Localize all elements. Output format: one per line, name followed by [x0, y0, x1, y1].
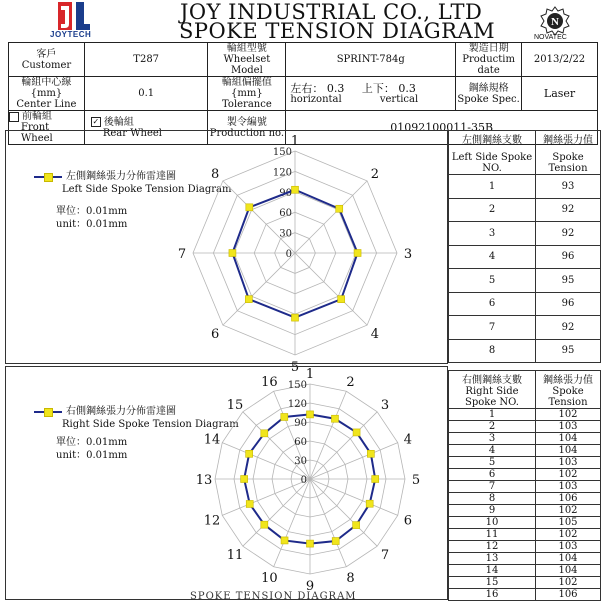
right-spoke-tension: 102 — [536, 505, 601, 517]
data-point — [307, 540, 314, 547]
right-table-row — [449, 505, 601, 517]
radial-tick-label: 30 — [279, 228, 292, 240]
right-spoke-no: 8 — [449, 493, 536, 505]
category-label: 5 — [411, 473, 421, 488]
category-label: 3 — [403, 247, 413, 262]
data-point — [366, 500, 373, 507]
legend-marker-icon — [34, 411, 62, 413]
right-spoke-tension: 103 — [536, 541, 601, 553]
left-table-row — [449, 292, 601, 316]
right-col-header-spoke: 右側鋼絲支數 Right Side Spoke NO. — [449, 371, 536, 409]
right-spoke-tension: 104 — [536, 445, 601, 457]
data-point — [229, 250, 236, 257]
data-point — [307, 411, 314, 418]
front-wheel-checkbox[interactable] — [9, 112, 19, 122]
left-col-header-spoke: 左側鋼絲支數 Left Side Spoke NO. — [449, 131, 536, 175]
right-spoke-no: 16 — [449, 589, 536, 601]
right-table-row — [449, 421, 601, 433]
radial-tick-label: 0 — [300, 475, 307, 486]
right-spoke-tension: 104 — [536, 553, 601, 565]
production-no-label: 製令編號 Production no. — [208, 111, 286, 145]
date-value: 2013/2/22 — [522, 43, 598, 77]
left-table-row — [449, 245, 601, 269]
left-radar-chart — [177, 130, 440, 375]
right-table-row — [449, 577, 601, 589]
left-table-row — [449, 339, 601, 363]
right-spoke-tension: 105 — [536, 517, 601, 529]
data-point — [241, 476, 248, 483]
right-radar-chart — [180, 366, 440, 598]
legend-marker-icon — [34, 176, 62, 178]
right-tension-table — [448, 370, 601, 601]
rear-wheel-checkbox[interactable]: ✓ — [92, 117, 100, 126]
data-point — [338, 296, 345, 303]
model-label: 輪組型號 Wheelset Model — [208, 43, 286, 77]
page-title: SPOKE TENSION DIAGRAM — [179, 19, 496, 43]
grid-spoke — [310, 412, 377, 479]
category-label: 16 — [261, 375, 278, 391]
data-point — [332, 538, 339, 545]
left-spoke-no: 8 — [449, 339, 536, 363]
data-point — [246, 450, 253, 457]
center-line-label: 輪組中心線{mm} Center Line — [9, 77, 85, 111]
data-point — [281, 413, 288, 420]
category-label: 8 — [346, 570, 355, 586]
radial-tick-label: 90 — [279, 187, 292, 199]
category-label: 12 — [203, 513, 221, 529]
category-label: 1 — [290, 134, 300, 149]
left-spoke-tension: 92 — [536, 316, 601, 340]
left-table-row — [449, 269, 601, 293]
radial-tick-label: 150 — [272, 147, 292, 158]
category-label: 1 — [305, 367, 315, 382]
left-spoke-no: 7 — [449, 316, 536, 340]
left-spoke-no: 3 — [449, 222, 536, 246]
data-point — [261, 430, 268, 437]
category-label: 2 — [346, 375, 355, 391]
footer-text: SPOKE TENSION DIAGRAM — [190, 591, 357, 602]
data-point — [245, 296, 252, 303]
category-label: 7 — [177, 247, 187, 262]
category-label: 4 — [370, 326, 380, 342]
data-point — [354, 250, 361, 257]
left-spoke-tension: 92 — [536, 198, 601, 222]
spoke-spec-value: Laser — [522, 77, 598, 111]
right-spoke-tension: 103 — [536, 421, 601, 433]
right-spoke-tension: 102 — [536, 469, 601, 481]
left-spoke-no: 5 — [449, 269, 536, 293]
right-table-row — [449, 445, 601, 457]
right-spoke-tension: 102 — [536, 529, 601, 541]
right-spoke-no: 9 — [449, 505, 536, 517]
left-legend: 左側鋼絲張力分佈雷達圖 Left Side Spoke Tension Diagram — [34, 170, 231, 196]
left-spoke-tension: 96 — [536, 292, 601, 316]
left-spoke-no: 4 — [449, 245, 536, 269]
category-label: 8 — [210, 167, 220, 183]
radial-tick-label: 60 — [279, 208, 292, 220]
radial-tick-label: 60 — [294, 437, 307, 448]
left-spoke-tension: 95 — [536, 339, 601, 363]
tolerance-label: 輪組偏擺值{mm} Tolerance — [208, 77, 286, 111]
right-spoke-tension: 102 — [536, 577, 601, 589]
left-table-row — [449, 198, 601, 222]
right-unit: 單位：0.01mm unit：0.01mm — [56, 437, 128, 461]
radial-tick-label: 120 — [287, 399, 307, 410]
production-no-value: 01092100011-35B — [286, 111, 598, 145]
customer-label: 客戶 Customer — [9, 43, 85, 77]
right-table-row — [449, 529, 601, 541]
right-spoke-no: 1 — [449, 409, 536, 421]
data-point — [336, 205, 343, 212]
center-line-value: 0.1 — [84, 77, 208, 111]
right-table-row — [449, 433, 601, 445]
model-value: SPRINT-784g — [286, 43, 456, 77]
right-table-row — [449, 481, 601, 493]
spoke-spec-label: 鋼絲規格 Spoke Spec. — [456, 77, 522, 111]
right-table-row — [449, 517, 601, 529]
data-point — [292, 186, 299, 193]
category-label: 14 — [203, 432, 221, 448]
right-table-row — [449, 553, 601, 565]
right-spoke-tension: 103 — [536, 457, 601, 469]
left-spoke-tension: 96 — [536, 245, 601, 269]
left-spoke-tension: 93 — [536, 175, 601, 199]
data-point — [372, 476, 379, 483]
date-label: 製造日期 Productim date — [456, 43, 522, 77]
data-point — [367, 450, 374, 457]
right-table-row — [449, 457, 601, 469]
left-spoke-tension: 92 — [536, 222, 601, 246]
right-spoke-no: 15 — [449, 577, 536, 589]
right-table-row — [449, 565, 601, 577]
radial-tick-label: 120 — [272, 167, 292, 179]
right-spoke-no: 4 — [449, 445, 536, 457]
right-spoke-tension: 106 — [536, 589, 601, 601]
radial-tick-label: 30 — [294, 456, 307, 467]
right-spoke-tension: 104 — [536, 433, 601, 445]
left-unit: 單位：0.01mm unit：0.01mm — [56, 206, 128, 230]
data-point — [331, 415, 338, 422]
category-label: 9 — [305, 579, 315, 594]
data-point — [353, 522, 360, 529]
right-spoke-no: 7 — [449, 481, 536, 493]
company-title: JOY INDUSTRIAL CO., LTD — [180, 0, 483, 24]
novatec-brand: NOVATEC — [534, 34, 567, 41]
data-point — [353, 429, 360, 436]
data-point — [292, 314, 299, 321]
left-spoke-no: 6 — [449, 292, 536, 316]
front-wheel-option[interactable]: 前輪組 Front Wheel — [9, 111, 85, 145]
data-point — [281, 537, 288, 544]
novatec-logo-letter: N — [551, 16, 559, 28]
right-spoke-no: 10 — [449, 517, 536, 529]
data-point — [246, 204, 253, 211]
left-spoke-no: 2 — [449, 198, 536, 222]
right-table-row — [449, 589, 601, 601]
category-label: 13 — [195, 473, 213, 488]
joytech-brand: JOYTECH — [50, 30, 92, 39]
category-label: 6 — [403, 513, 413, 529]
data-point — [261, 521, 268, 528]
right-legend: 右側鋼絲張力分佈雷達圖 Right Side Spoke Tension Diagram — [34, 405, 239, 431]
right-table-row — [449, 493, 601, 505]
data-point — [246, 500, 253, 507]
radial-tick-label: 90 — [294, 418, 307, 429]
right-spoke-no: 12 — [449, 541, 536, 553]
left-spoke-tension: 95 — [536, 269, 601, 293]
right-spoke-no: 6 — [449, 469, 536, 481]
grid-spoke — [243, 479, 310, 546]
customer-value: T287 — [84, 43, 208, 77]
right-table-row — [449, 469, 601, 481]
left-col-header-tension: 鋼絲張力值 Spoke Tension — [536, 131, 601, 175]
category-label: 4 — [403, 432, 413, 448]
right-spoke-no: 5 — [449, 457, 536, 469]
left-table-row — [449, 316, 601, 340]
right-spoke-tension: 104 — [536, 565, 601, 577]
right-spoke-tension: 106 — [536, 493, 601, 505]
right-spoke-tension: 103 — [536, 481, 601, 493]
left-table-row — [449, 222, 601, 246]
right-spoke-no: 3 — [449, 433, 536, 445]
right-spoke-no: 13 — [449, 553, 536, 565]
tolerance-value: 左右： 0.3 上下： 0.3 horizontal vertical — [286, 77, 456, 111]
right-spoke-no: 2 — [449, 421, 536, 433]
category-label: 15 — [226, 398, 244, 414]
right-col-header-tension: 鋼絲張力值 Spoke Tension — [536, 371, 601, 409]
category-label: 10 — [261, 570, 278, 586]
right-spoke-no: 14 — [449, 565, 536, 577]
right-table-row — [449, 541, 601, 553]
radial-tick-label: 150 — [287, 380, 307, 391]
category-label: 11 — [226, 547, 244, 563]
category-label: 3 — [380, 398, 390, 414]
category-label: 7 — [380, 547, 390, 563]
radial-tick-label: 0 — [285, 249, 292, 260]
category-label: 2 — [370, 167, 380, 183]
rear-wheel-option[interactable]: ✓ 後輪組 Rear Wheel — [84, 111, 208, 145]
novatec-logo-icon — [540, 6, 570, 36]
left-tension-table — [448, 130, 601, 363]
category-label: 6 — [210, 326, 220, 342]
right-spoke-no: 11 — [449, 529, 536, 541]
left-table-row — [449, 175, 601, 199]
right-spoke-tension: 102 — [536, 409, 601, 421]
category-label: 5 — [290, 360, 300, 375]
left-spoke-no: 1 — [449, 175, 536, 199]
right-table-row — [449, 409, 601, 421]
